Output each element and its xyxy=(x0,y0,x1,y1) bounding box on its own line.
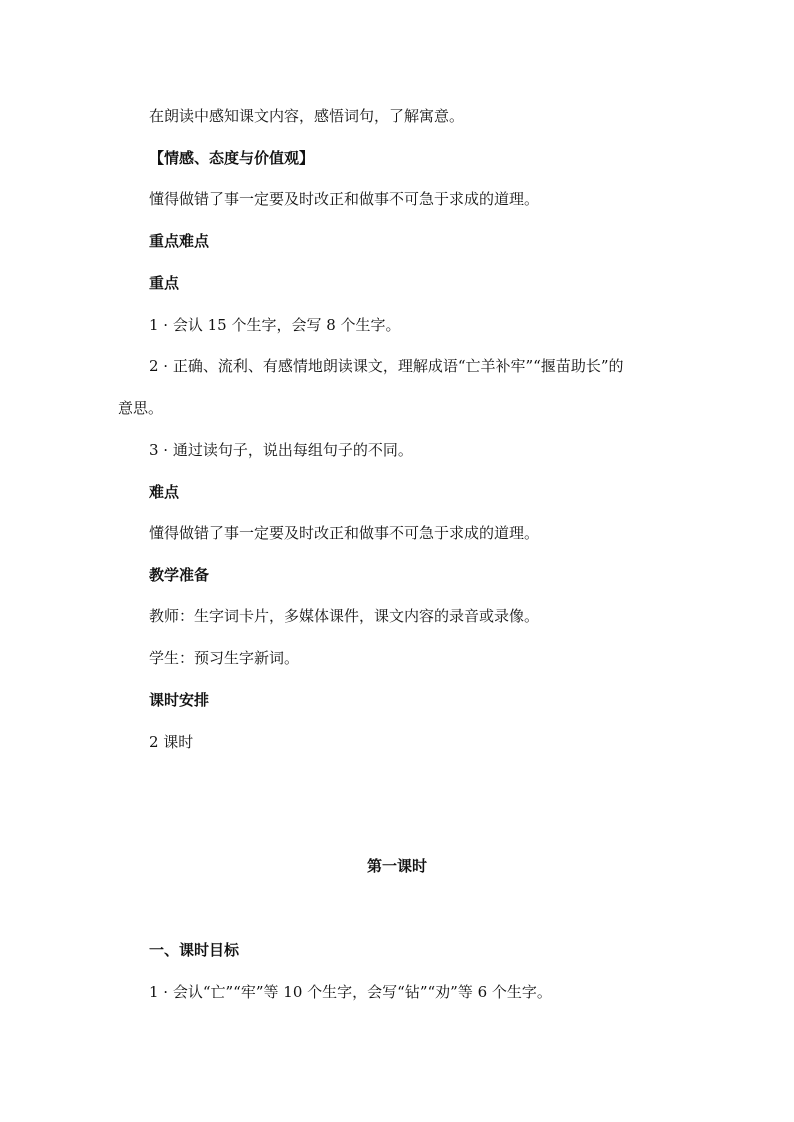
heading-teaching-preparation: 教学准备 xyxy=(149,566,210,584)
paragraph-reading-goal: 在朗读中感知课文内容，感悟词句，了解寓意。 xyxy=(149,107,465,125)
heading-key-points: 重点 xyxy=(149,274,180,292)
paragraph-values-goal: 懂得做错了事一定要及时改正和做事不可急于求成的道理。 xyxy=(149,190,540,208)
heading-difficult-points: 难点 xyxy=(149,483,180,501)
heading-key-and-difficult-points: 重点难点 xyxy=(149,232,210,250)
preparation-teacher: 教师：生字词卡片，多媒体课件，课文内容的录音或录像。 xyxy=(149,607,540,625)
heading-emotion-attitude-values: 【情感、态度与价值观】 xyxy=(149,149,315,167)
section-title-first-lesson: 第一课时 xyxy=(366,857,427,875)
key-point-2-line-2: 意思。 xyxy=(118,399,164,417)
key-point-1: 1 · 会认 15 个生字，会写 8 个生字。 xyxy=(149,316,401,334)
preparation-student: 学生：预习生字新词。 xyxy=(149,649,300,667)
heading-lesson-goals: 一、课时目标 xyxy=(149,941,240,959)
heading-class-schedule: 课时安排 xyxy=(149,691,210,709)
lesson-goal-1: 1 · 会认“亡”“牢”等 10 个生字，会写“钻”“劝”等 6 个生字。 xyxy=(149,983,552,1001)
difficult-point-text: 懂得做错了事一定要及时改正和做事不可急于求成的道理。 xyxy=(149,524,540,542)
key-point-3: 3 · 通过读句子，说出每组句子的不同。 xyxy=(149,441,413,459)
key-point-2-line-1: 2 · 正确、流利、有感情地朗读课文，理解成语“亡羊补牢”“揠苗助长”的 xyxy=(149,357,624,375)
schedule-text: 2 课时 xyxy=(149,733,194,751)
